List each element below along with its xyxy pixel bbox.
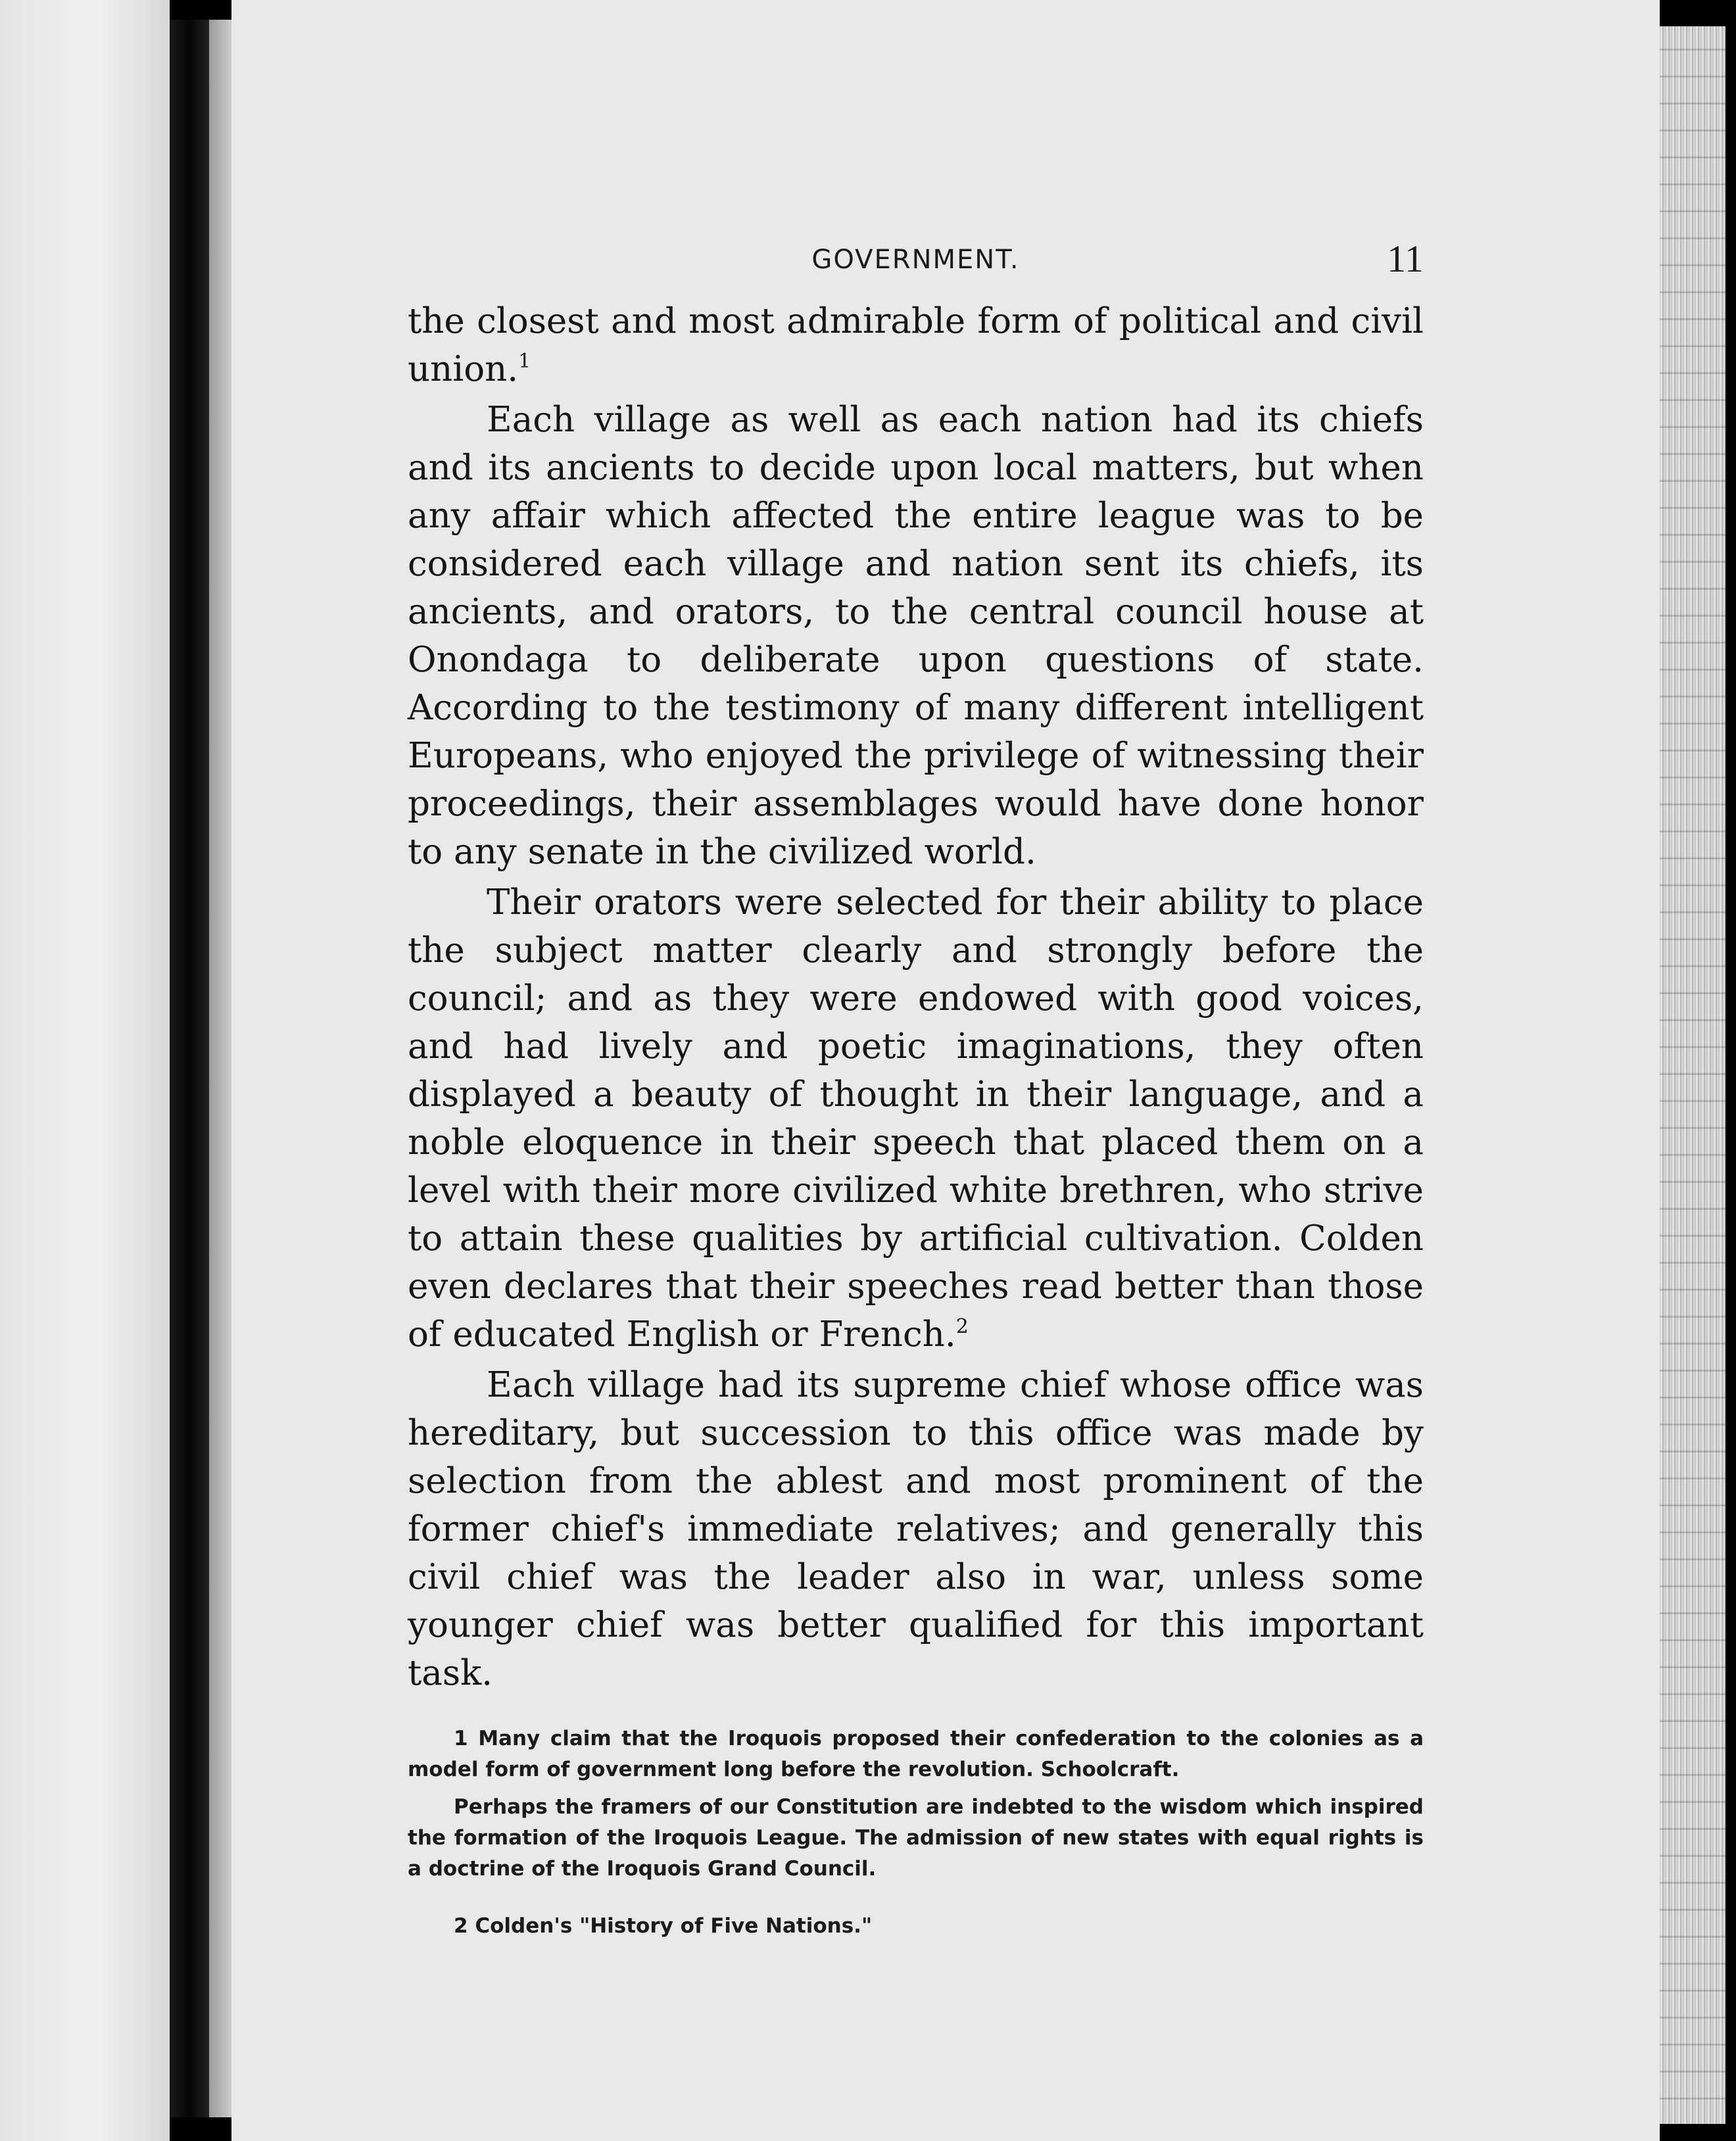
footnote-reference: 2 <box>955 1315 969 1338</box>
facing-page-edge <box>0 0 170 2141</box>
scan-border <box>1725 0 1736 2141</box>
footnote-reference: 1 <box>518 350 531 373</box>
footnote <box>408 1723 1424 1785</box>
footnote-text: Many claim that the Iroquois proposed their confederation to the colonies as a model form of government long before the revolution. Schoolcraft. <box>408 1727 1424 1781</box>
footnotes <box>408 1723 1424 1942</box>
paragraph-text: Each village as well as each nation had its chiefs and its ancients to decide upon local matters, but when any affair which affected the entire league was to be considered each village and nation sent its chiefs, its ancients, and orators, to the central council house at Onondaga to deliberate upon questions of state. According to the testimony of many different intelligent Europeans, who enjoyed the privilege of witnessing their proceedings, their assemblages would have done honor to any senate in the civilized world. <box>408 400 1424 872</box>
paragraph <box>408 1361 1424 1697</box>
paragraph <box>408 396 1424 876</box>
chapter-title: GOVERNMENT. <box>811 245 1020 275</box>
footnote <box>408 1792 1424 1885</box>
footnote-text: Perhaps the framers of our Constitution are indebted to the wisdom which inspired the formation of the Iroquois League. The admission of new states with equal rights is a doctrine of the Iroquois Grand Council. <box>408 1795 1424 1881</box>
paragraph <box>408 297 1424 393</box>
book-gutter <box>170 20 209 2117</box>
paragraph-text: Their orators were selected for their ability to place the subject matter clearly and strongly before the council; and as they were endowed with good voices, and had lively and poetic imaginations, they often displayed a beauty of thought in their language, and a noble eloquence in their speech that placed them on a level with their more civilized white brethren, who strive to attain these qualities by artificial cultivation. Colden even declares that their speeches read better than those of educated English or French. <box>408 882 1424 1355</box>
footnote-text: Colden's "History of Five Nations." <box>475 1914 873 1938</box>
paragraph <box>408 878 1424 1359</box>
paragraph-text: the closest and most admirable form of political and civil union. <box>408 301 1424 389</box>
page-edges-texture <box>1660 26 1725 2124</box>
page-number: 11 <box>1387 237 1424 280</box>
paragraph-text: Each village had its supreme chief whose office was hereditary, but succession to this office was made by selection from the ablest and most prominent of the former chief's immediate relatives; and generally this civil chief was the leader also in war, unless some younger chief was better qualified for this important task. <box>408 1365 1424 1693</box>
running-head <box>408 237 1424 289</box>
text-block <box>408 237 1424 1948</box>
footnote <box>408 1911 1424 1942</box>
footnote-marker: 1 <box>454 1727 468 1750</box>
body-text <box>408 297 1424 1697</box>
footnote-marker: 2 <box>454 1914 468 1938</box>
